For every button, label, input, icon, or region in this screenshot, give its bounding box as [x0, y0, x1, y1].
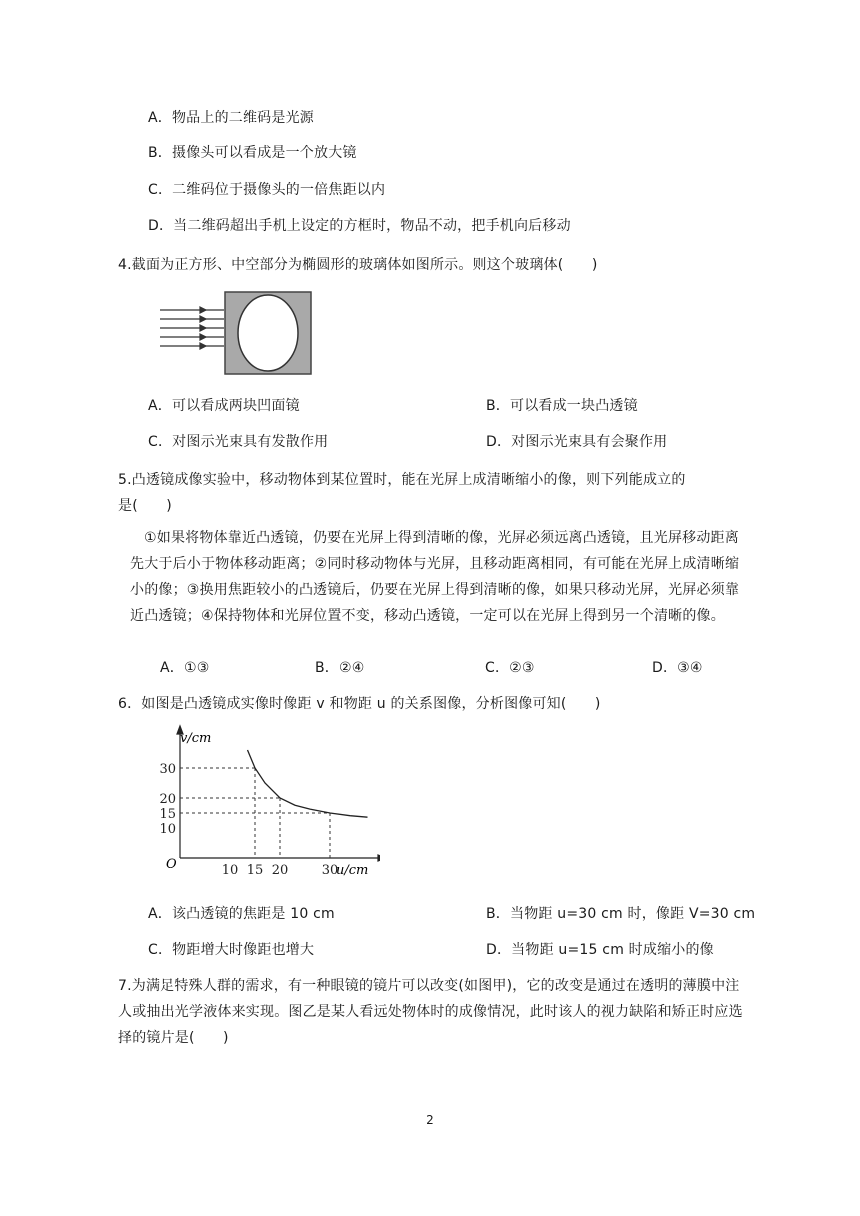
- q3-option-a: A．物品上的二维码是光源: [148, 110, 314, 126]
- q4-stem: 4.截面为正方形、中空部分为椭圆形的玻璃体如图所示。则这个玻璃体( ): [118, 257, 598, 273]
- y-tick-label-0: 30: [159, 762, 176, 777]
- light-rays: [160, 307, 224, 349]
- q5-option-a: A．①③: [160, 660, 210, 676]
- page-number: 2: [426, 1113, 434, 1127]
- q6-stem: 6．如图是凸透镜成实像时像距 v 和物距 u 的关系图像，分析图像可知( ): [118, 696, 601, 712]
- v-u-curve: [248, 750, 368, 817]
- y-axis-label: v/cm: [180, 731, 212, 746]
- q5-option-c: C．②③: [485, 660, 535, 676]
- origin-label: O: [166, 857, 177, 872]
- q3-option-c: C．二维码位于摄像头的一倍焦距以内: [148, 182, 386, 198]
- y-tick-label-3: 10: [159, 822, 176, 837]
- x-tick-label-3: 30: [321, 863, 339, 878]
- q4-option-a: A．可以看成两块凹面镜: [148, 398, 300, 414]
- q4-option-b: B．可以看成一块凸透镜: [486, 398, 638, 414]
- x-tick-label-0: 10: [221, 863, 239, 878]
- q5-stem-line2: 是( ): [118, 498, 172, 514]
- q5-option-b: B．②④: [315, 660, 365, 676]
- q4-option-c: C．对图示光束具有发散作用: [148, 434, 329, 450]
- q5-statement: ①如果将物体靠近凸透镜，仍要在光屏上得到清晰的像，光屏必须远离凸透镜，且光屏移动距离先大于后小于物体移动距离；②同时移动物体与光屏，且移动距离相同，有可能在光屏上成清晰缩小的像；③换用焦距较小的凸透镜后，仍要在光屏上得到清晰的像，如果只移动光屏，光屏必须靠近凸透镜；④保持物体和光屏位置不变，移动凸透镜，一定可以在光屏上得到另一个清晰的像。: [130, 530, 740, 624]
- q7-stem: 7.为满足特殊人群的需求，有一种眼镜的镜片可以改变(如图甲)，它的改变是通过在透明的薄膜中注人或抽出光学液体来实现。图乙是某人看远处物体时的成像情况，此时该人的视力缺陷和矫正时应选择的镜片是( ): [118, 978, 743, 1046]
- q5-stem-line1: 5.凸透镜成像实验中，移动物体到某位置时，能在光屏上成清晰缩小的像，则下列能成立的: [118, 472, 686, 488]
- q4-option-d: D．对图示光束具有会聚作用: [486, 434, 668, 450]
- v-u-chart: [150, 722, 380, 882]
- q6-option-b: B．当物距 u=30 cm 时，像距 V=30 cm: [486, 906, 756, 922]
- x-tick-label-1: 15: [246, 863, 264, 878]
- q3-option-b: B．摄像头可以看成是一个放大镜: [148, 145, 357, 161]
- hollow-ellipse: [238, 295, 298, 371]
- y-tick-label-2: 15: [159, 807, 176, 822]
- x-tick-label-2: 20: [271, 863, 289, 878]
- x-axis-label: u/cm: [336, 863, 369, 878]
- q6-option-a: A．该凸透镜的焦距是 10 cm: [148, 906, 335, 922]
- x-axis-arrow: [378, 855, 380, 861]
- q5-option-d: D．③④: [652, 660, 703, 676]
- q6-option-c: C．物距增大时像距也增大: [148, 942, 315, 958]
- y-tick-label-1: 20: [159, 792, 176, 807]
- q6-option-d: D．当物距 u=15 cm 时成缩小的像: [486, 942, 714, 958]
- q3-option-d: D．当二维码超出手机上设定的方框时，物品不动，把手机向后移动: [148, 218, 571, 234]
- glass-block-figure: [150, 288, 318, 378]
